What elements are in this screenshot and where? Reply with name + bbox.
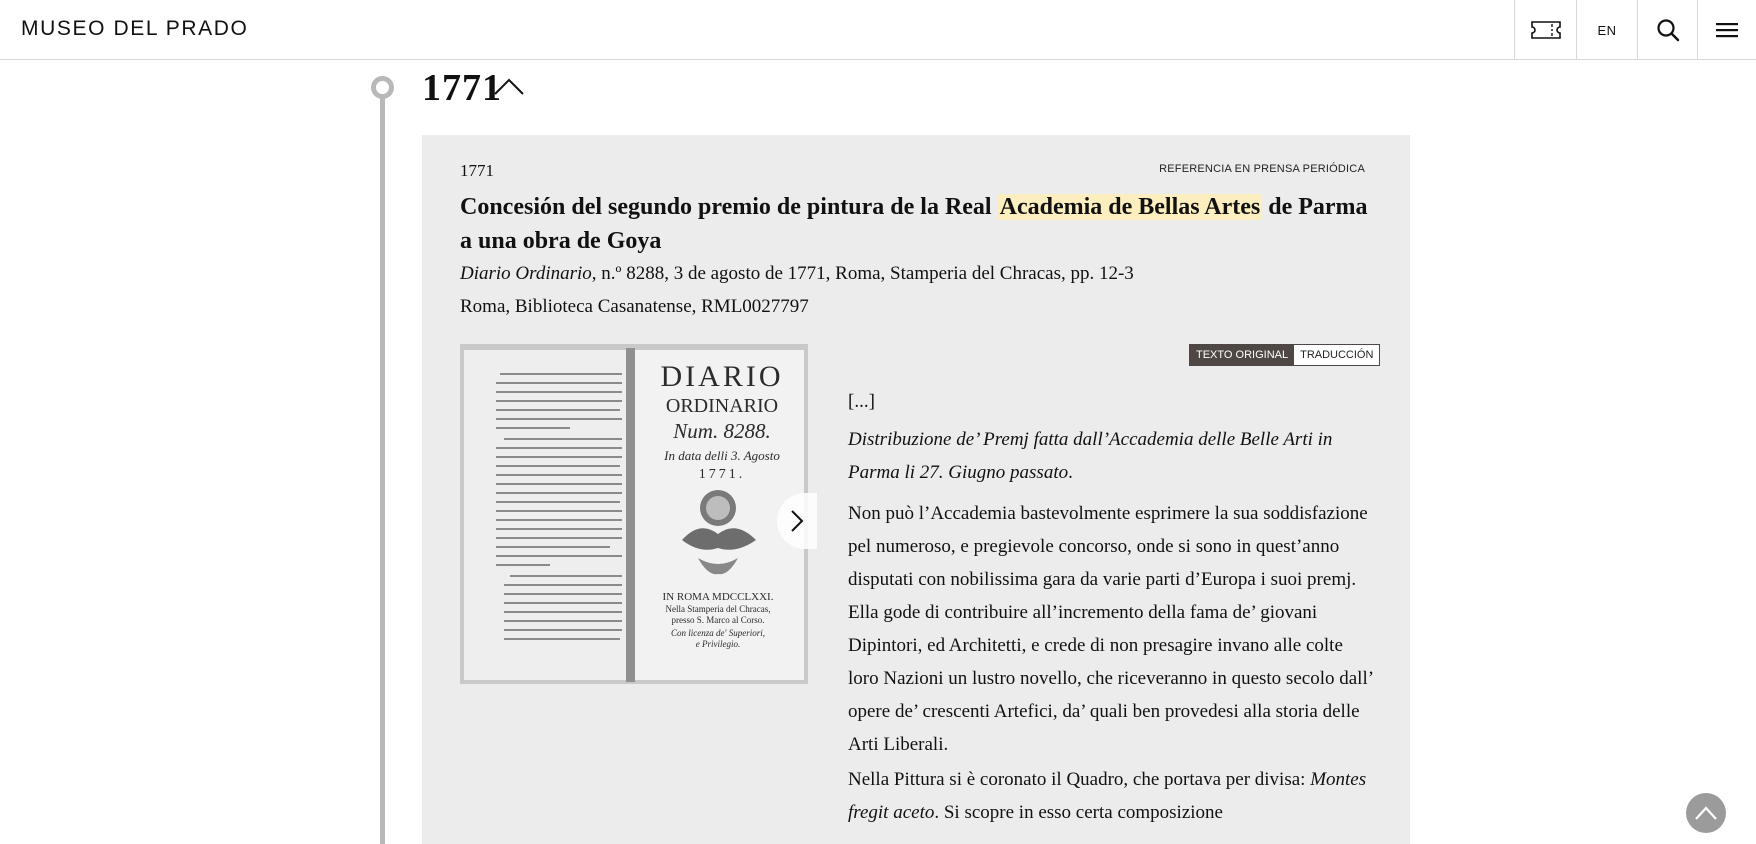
site-header [0, 0, 1756, 60]
scan-heading-date: In data delli 3. Agosto [664, 448, 780, 463]
year-collapse-toggle[interactable] [492, 74, 526, 98]
chevron-up-icon [492, 74, 526, 98]
source-publication: Diario Ordinario [460, 263, 592, 284]
paragraph-2-start: Nella Pittura si è coronato il Quadro, che portava per divisa: [848, 769, 1311, 790]
transcription-ellipsis: [...] [848, 391, 875, 412]
entry-title [460, 190, 1370, 258]
entry-source [460, 259, 1134, 289]
timeline-node [371, 76, 394, 99]
language-button[interactable]: EN [1576, 0, 1637, 60]
search-button[interactable] [1637, 0, 1697, 60]
timeline-year-heading: 1771 [422, 67, 502, 109]
translation-tab[interactable]: TRADUCCIÓN [1294, 345, 1379, 365]
transcription-heading-end: . [1068, 462, 1073, 483]
chevron-right-icon [789, 508, 805, 534]
timeline-line [380, 88, 385, 844]
scan-heading-year: 1771. [698, 467, 746, 482]
scan-imprint-license: Con licenza de' Superiori, [671, 628, 765, 638]
title-text-end: de Parma a una obra de Goya [460, 194, 1368, 254]
menu-icon [1716, 22, 1738, 38]
menu-button[interactable] [1697, 0, 1756, 60]
entry-category: REFERENCIA EN PRENSA PERIÓDICA [1159, 163, 1365, 175]
scan-heading-number: Num. 8288. [673, 419, 771, 443]
scan-imprint-privilege: e Privilegio. [695, 639, 741, 649]
transcription-paragraph-1: Non può l’Accademia bastevolmente esprimere la sua soddisfazione pel numeroso, e pregievole concorso, onde si sono in quest’anno disputati con nobilissima gara da varie parti d’Europa i suoi premj. Ella gode di contribuire all’incremento della fama de’ giovani Dipintori, ed Architetti, e crede di non presagire invano alle colte loro Nazioni un lustro novello, che riceveranno in questo secolo dall’ opere de’ crescenti Artefici, da’ quali ben provedesi alla storia delle Arti Liberali. [848, 503, 1373, 755]
scan-heading-ordinario: ORDINARIO [665, 395, 779, 417]
source-details: , n.º 8288, 3 de agosto de 1771, Roma, Stamperia del Chracas, pp. 12-3 [591, 263, 1134, 284]
title-text-start: Concesión del segundo premio de pintura de la Real [460, 194, 998, 220]
tickets-button[interactable] [1514, 0, 1576, 60]
search-icon [1656, 18, 1680, 42]
title-highlight: Academia de Bellas Artes [999, 194, 1261, 220]
paragraph-2-motto: Montes fregit aceto [848, 769, 1367, 823]
entry-location: Roma, Biblioteca Casanatense, RML0027797 [460, 296, 809, 317]
paragraph-2-rest: . Si scopre in esso certa composizione [934, 802, 1223, 823]
transcription-heading [848, 423, 1378, 489]
ticket-icon [1530, 20, 1562, 40]
scan-imprint-city: IN ROMA MDCCLXXI. [662, 591, 774, 603]
back-to-top-button[interactable] [1686, 793, 1726, 833]
text-version-toggle [1189, 344, 1380, 366]
scan-imprint-address: presso S. Marco al Corso. [671, 615, 765, 625]
transcription-paragraph-2 [848, 763, 1378, 829]
scan-imprint-press: Nella Stamperia del Chracas, [665, 604, 771, 614]
scan-heading-diario: DIARIO [660, 360, 784, 393]
newspaper-scan-image[interactable] [460, 344, 808, 684]
site-logo[interactable]: MUSEO DEL PRADO [21, 17, 249, 40]
timeline-entry-card [422, 135, 1410, 844]
entry-year: 1771 [460, 161, 494, 180]
transcription-heading-text: Distribuzione de’ Premj fatta dall’Accademia delle Belle Arti in Parma li 27. Giugno passato [848, 429, 1333, 483]
chevron-up-icon [1694, 805, 1718, 821]
original-text-tab[interactable]: TEXTO ORIGINAL [1190, 345, 1294, 365]
